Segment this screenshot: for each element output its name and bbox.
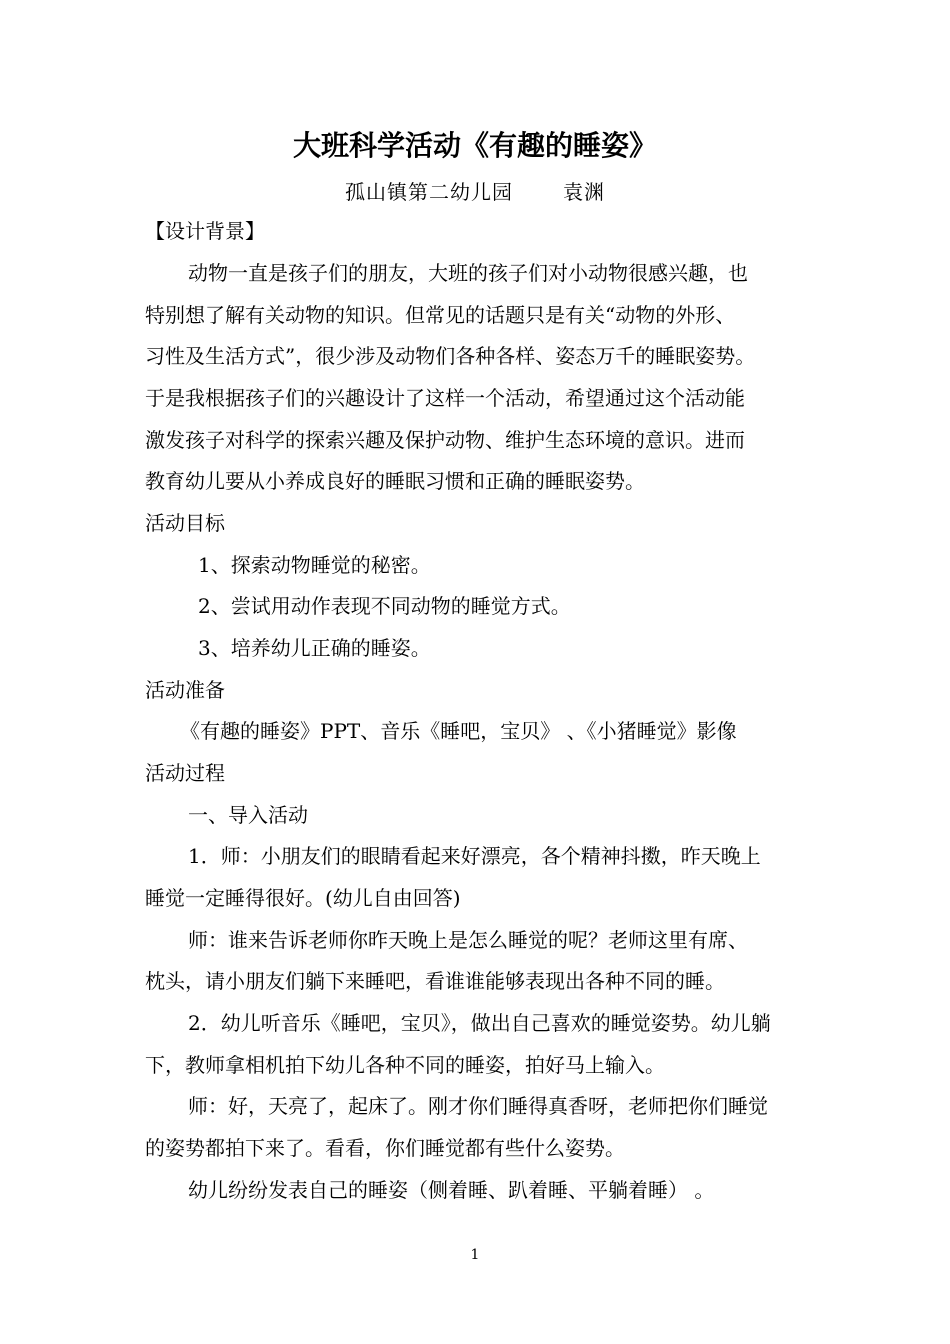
paragraph-line: 动物一直是孩子们的朋友，大班的孩子们对小动物很感兴趣，也 [188,261,748,285]
paragraph-line: 教育幼儿要从小养成良好的睡眠习惯和正确的睡眠姿势。 [145,469,645,493]
subsection-heading: 一、导入活动 [188,803,308,827]
paragraph-line: 睡觉一定睡得很好。(幼儿自由回答) [145,886,461,910]
paragraph-line: 于是我根据孩子们的兴趣设计了这样一个活动，希望通过这个活动能 [145,386,745,410]
paragraph-line: 的姿势都拍下来了。看看，你们睡觉都有些什么姿势。 [145,1136,625,1160]
school-name: 孤山镇第二幼儿园 [345,180,513,204]
list-item: 3、培养幼儿正确的睡姿。 [198,636,431,660]
document-title: 大班科学活动《有趣的睡姿》 [292,129,657,162]
section-heading-preparation: 活动准备 [145,678,225,702]
list-item: 2、尝试用动作表现不同动物的睡觉方式。 [198,594,571,618]
paragraph-line: 师：好，天亮了，起床了。刚才你们睡得真香呀，老师把你们睡觉 [188,1094,768,1118]
paragraph-line: 枕头，请小朋友们躺下来睡吧，看谁谁能够表现出各种不同的睡。 [145,969,725,993]
paragraph-line: 师：谁来告诉老师你昨天晚上是怎么睡觉的呢？老师这里有席、 [188,928,748,952]
paragraph-line: 下，教师拿相机拍下幼儿各种不同的睡姿，拍好马上输入。 [145,1053,665,1077]
section-heading-process: 活动过程 [145,761,225,785]
paragraph-line: 1．师：小朋友们的眼睛看起来好漂亮，各个精神抖擞，昨天晚上 [188,844,761,868]
paragraph-line: 《有趣的睡姿》PPT、音乐《睡吧，宝贝》 、《小猪睡觉》影像 [180,719,737,743]
paragraph-line: 习性及生活方式”，很少涉及动物们各种各样、姿态万千的睡眠姿势。 [145,344,756,368]
section-heading-goals: 活动目标 [145,511,225,535]
author-name: 袁渊 [563,180,605,204]
section-heading-background: 【设计背景】 [145,219,265,243]
page-number: 1 [470,1247,480,1263]
paragraph-line: 2．幼儿听音乐《睡吧，宝贝》，做出自己喜欢的睡觉姿势。幼儿躺 [188,1011,771,1035]
list-item: 1、探索动物睡觉的秘密。 [198,553,431,577]
paragraph-line: 激发孩子对科学的探索兴趣及保护动物、维护生态环境的意识。进而 [145,428,745,452]
byline [0,178,950,206]
paragraph-line: 特别想了解有关动物的知识。但常见的话题只是有关“动物的外形、 [145,303,736,327]
paragraph-line: 幼儿纷纷发表自己的睡姿（侧着睡、趴着睡、平躺着睡） 。 [188,1178,715,1202]
